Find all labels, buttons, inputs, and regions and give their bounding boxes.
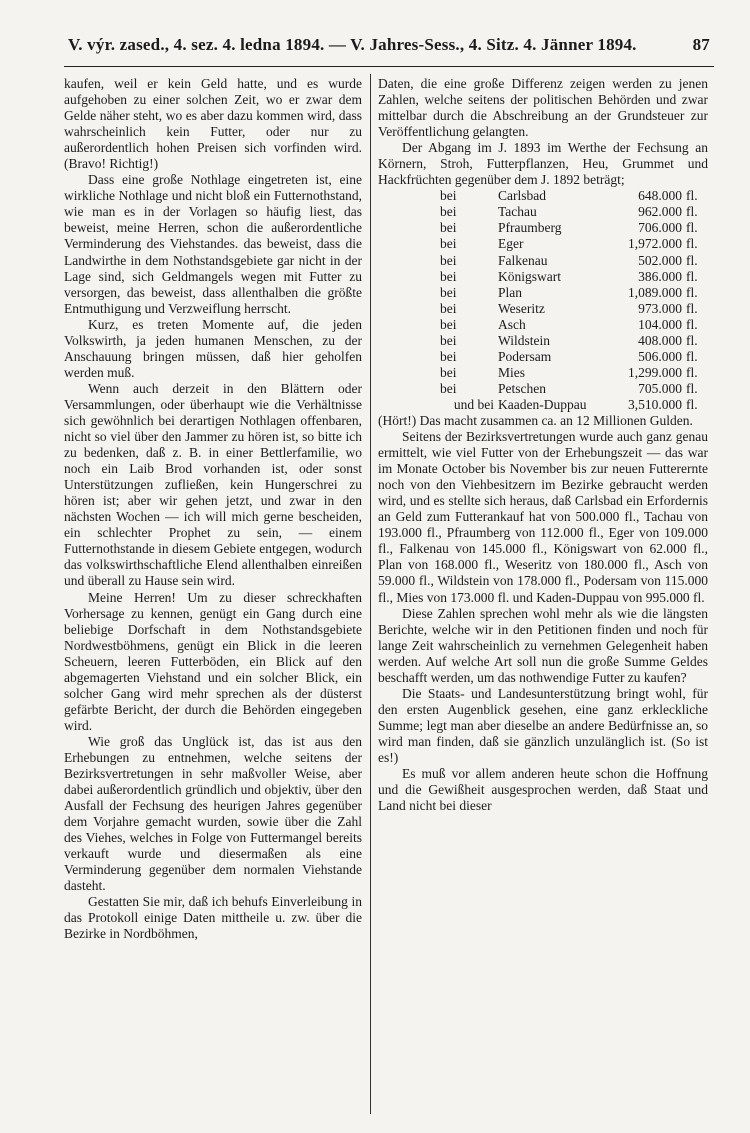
paragraph: Die Staats- und Landesunterstützung bringt wohl, für den ersten Augenblick gesehen, eine ganz erkleckliche Summe; legt man aber dieselbe an andere Bedürfnisse an, so wird man finden, daß sie gänzlich unzulänglich ist. (So ist es!) <box>378 685 708 765</box>
list-item: bei Carlsbad 648.000 fl. <box>440 188 698 204</box>
page-number: 87 <box>692 35 710 54</box>
paragraph: Wenn auch derzeit in den Blättern oder Versammlungen, oder überhaupt wie die Verhältnisse sich gewöhnlich bei derartigen Nothlagen offenbaren, nicht so viel über den Jammer zu hören ist, so bitte ich zu bedenken, daß z. B. in einer Bettlerfamilie, wo noch ein Laib Brod vorhanden ist, oder sonst Unterstützungen zufließen, kein Hungerschrei zu hören ist; aber wir gehen jetzt, und zwar in den nächsten Wochen — ich will mich gerne bescheiden, ein schlechter Prophet zu sein, — einem Futternothstande in diesem Gebiete entgegen, wodurch das volkswirthschaftliche Elend allenthalben einreißen und überall zu Hause sein wird. <box>64 380 362 589</box>
paragraph: Gestatten Sie mir, daß ich behufs Einverleibung in das Protokoll einige Daten mittheile u. zw. über die Bezirke in Nordböhmen, <box>64 894 362 942</box>
paragraph: Der Abgang im J. 1893 im Werthe der Fechsung an Körnern, Stroh, Futterpflanzen, Heu, Grummet und Hackfrüchten gegenüber dem J. 1892 beträgt; <box>378 140 708 188</box>
header-rule <box>64 66 714 67</box>
paragraph: Dass eine große Nothlage eingetreten ist, eine wirkliche Nothlage und nicht bloß ein Futternothstand, wie man es in der Vorlagen so häufig liest, das beweist, meine Herren, schon die außerordentliche Verminderung des Viehstandes. das beweist, dass die Landwirthe in dem Nothstandsgebiete gar nicht in der Lage sind, sich Geldmangels wegen mit Futter zu versorgen, das beweist, dass allenthalben die größte Entmuthigung und Verzweiflung herrscht. <box>64 172 362 316</box>
list-item: bei Mies 1,299.000 fl. <box>440 364 698 380</box>
paragraph: Wie groß das Unglück ist, das ist aus den Erhebungen zu entnehmen, welche seitens der Bezirksvertretungen in sehr maßvoller Weise, aber dabei außerordentlich gründlich und objektiv, über den Ausfall der Fechsung des heurigen Jahres gegenüber dem Vorjahre gemacht wurden, sowie über die Zahl des Viehes, welches in Folge von Futtermangel bereits verkauft wurde und diesermaßen als eine Verminderung gegenüber dem normalen Viehstande dasteht. <box>64 733 362 894</box>
list-item: und bei Kaaden-Duppau 3,510.000 fl. <box>453 396 698 412</box>
paragraph: kaufen, weil er kein Geld hatte, und es wurde aufgehoben zu einer solchen Zeit, wo er zwar dem Gelde näher steht, wo es aber dazu kommen wird, dass wahrscheinlich kein Futter, oder nur zu außerordentlich hohen Preisen sich vorfinden wird. (Bravo! Richtig!) <box>64 76 362 172</box>
left-column <box>64 76 362 943</box>
paragraph: Meine Herren! Um zu dieser schreckhaften Vorhersage zu kennen, genügt ein Gang durch eine beliebige Dorfschaft in dem Nothstandsgebiete Nordwestböhmens, genügt ein Blick in die leeren Scheuern, leeren Futterböden, ein Blick auf den abgemagerten Viehstand und ein solcher Blick, ein solcher Gang wird mehr sprechen als der düsterst gefärbte Bericht, der durch die Behörden eingegeben wird. <box>64 589 362 733</box>
paragraph: Diese Zahlen sprechen wohl mehr als wie die längsten Berichte, welche wir in den Petitionen finden und noch für lange Zeit wahrscheinlich zu vernehmen Gelegenheit haben werden. Auf welche Art soll nun die große Summe Geldes beschafft werden, um das nothwendige Futter zu kaufen? <box>378 605 708 685</box>
paragraph: Kurz, es treten Momente auf, die jeden Volkswirth, ja jeden humanen Menschen, zu der Anschauung bringen müssen, daß hier geholfen werden muß. <box>64 316 362 380</box>
list-item: bei Eger 1,972.000 fl. <box>440 236 698 252</box>
running-header <box>68 30 710 60</box>
list-item: bei Falkenau 502.000 fl. <box>440 252 698 268</box>
list-item: bei Tachau 962.000 fl. <box>440 204 698 220</box>
list-item: bei Asch 104.000 fl. <box>440 316 698 332</box>
column-divider <box>370 74 371 1114</box>
list-item: bei Plan 1,089.000 fl. <box>440 284 698 300</box>
list-item: bei Pfraumberg 706.000 fl. <box>440 220 698 236</box>
right-column <box>378 76 708 814</box>
list-item: bei Weseritz 973.000 fl. <box>440 300 698 316</box>
list-item: bei Podersam 506.000 fl. <box>440 348 698 364</box>
list-item: bei Wildstein 408.000 fl. <box>440 332 698 348</box>
header-title: V. výr. zased., 4. sez. 4. ledna 1894. — V. Jahres-Sess., 4. Sitz. 4. Jänner 1894. <box>68 35 637 54</box>
paragraph: (Hört!) Das macht zusammen ca. an 12 Millionen Gulden. <box>378 412 693 428</box>
list-item: bei Petschen 705.000 fl. <box>440 380 698 396</box>
paragraph: Es muß vor allem anderen heute schon die Hoffnung und die Gewißheit ausgesprochen werden, daß Staat und Land nicht bei dieser <box>378 766 708 814</box>
district-loss-list <box>378 188 708 413</box>
paragraph: Daten, die eine große Differenz zeigen werden zu jenen Zahlen, welche seitens der politischen Behörden und zwar mittelbar durch die Abschreibung an der Grundsteuer zur Veröffentlichung gelangten. <box>378 76 708 140</box>
paragraph: Seitens der Bezirksvertretungen wurde auch ganz genau ermittelt, wie viel Futter von der Erhebungszeit — das war im Monate October bis November bis zur neuen Futterernte noch von den Viehbesitzern im Bezirke gebraucht werden wird, und es stellte sich heraus, daß Carlsbad ein Erfordernis an Geld zum Futterankauf hat von 500.000 fl., Tachau von 193.000 fl., Pfraumberg von 112.000 fl., Eger von 109.000 fl., Falkenau von 145.000 fl., Königswart von 62.000 fl., Plan von 168.000 fl., Weseritz von 180.000 fl., Asch von 59.000 fl., Wildstein von 178.000 fl., Podersam von 115.000 fl., Mies von 173.000 fl. und Kaden-Duppau von 995.000 fl. <box>378 429 708 605</box>
list-item: bei Königswart 386.000 fl. <box>440 268 698 284</box>
